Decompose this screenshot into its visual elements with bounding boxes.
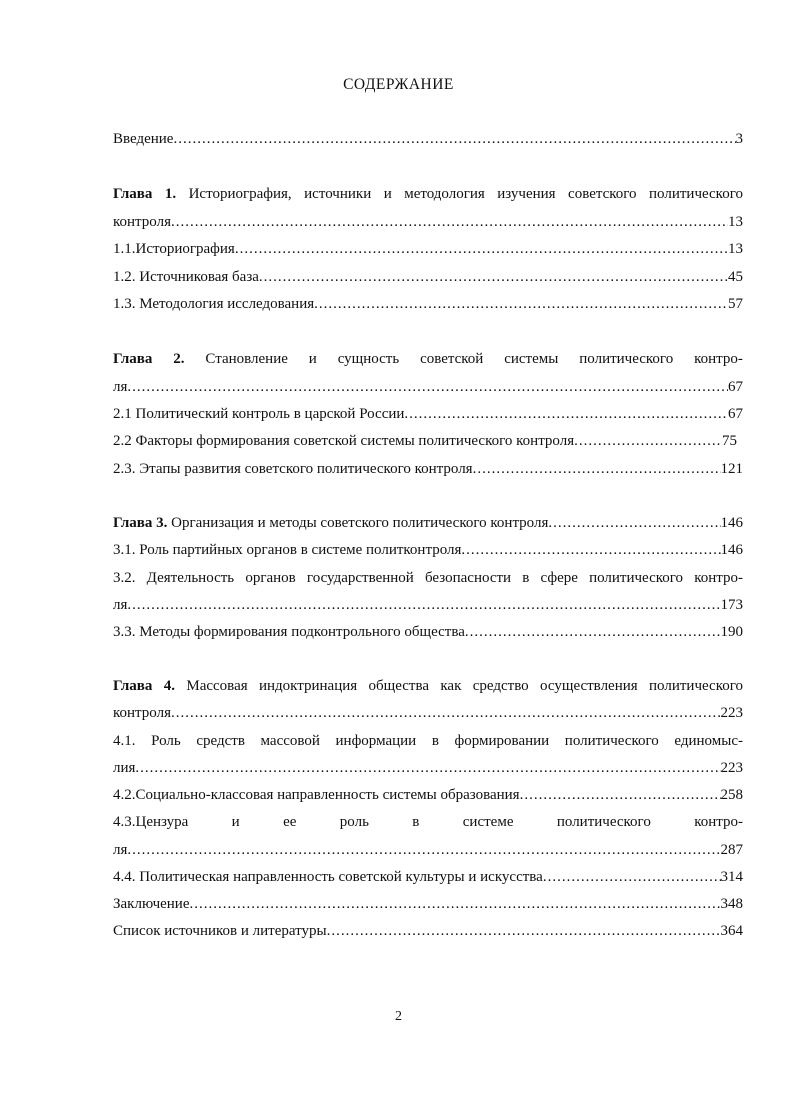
dot-leader: [465, 621, 721, 643]
dot-leader: [327, 920, 721, 942]
toc-entry-4-3[interactable]: [113, 811, 743, 833]
toc-entry-label: 2.3. Этапы развития советского политического контроля: [113, 461, 473, 477]
toc-entry-4-2[interactable]: [113, 784, 743, 806]
toc-entry-label: Введение: [113, 131, 174, 147]
chapter-word: контро-: [694, 351, 743, 367]
entry-word: контро-: [694, 814, 743, 830]
toc-entry-label: 2.1 Политический контроль в царской России: [113, 406, 405, 422]
toc-entry-label: лия: [113, 760, 136, 776]
toc-entry-introduction[interactable]: [113, 128, 743, 150]
toc-entry-3-2-continuation[interactable]: [113, 594, 743, 616]
toc-entry-label: 3.2. Деятельность органов государственной безопасности в сфере политического контро-: [113, 570, 743, 586]
toc-page-number: 45: [728, 269, 743, 285]
toc-entry-label: ля: [113, 379, 128, 395]
toc-page-number: 223: [720, 705, 743, 721]
dot-leader: [173, 128, 735, 150]
entry-word: системе: [462, 814, 514, 830]
dot-leader: [171, 211, 728, 233]
page-number: 2: [395, 1009, 402, 1024]
toc-entry-4-1[interactable]: [113, 730, 743, 752]
dot-leader: [548, 512, 720, 534]
toc-page-number: 190: [720, 624, 743, 640]
toc-page-number: 223: [720, 760, 743, 776]
toc-entry-label: 1.1.Историография: [113, 241, 235, 257]
dot-leader: [127, 594, 720, 616]
chapter-word: Становление: [205, 351, 288, 367]
toc-entry-3-1[interactable]: [113, 539, 743, 561]
chapter-word: Глава: [113, 351, 153, 367]
toc-page-number: 3: [735, 131, 743, 147]
dot-leader: [190, 893, 721, 915]
toc-entry-3-3[interactable]: [113, 621, 743, 643]
entry-word: 4.3.Цензура: [113, 814, 189, 830]
toc-entry-2-1[interactable]: [113, 403, 743, 425]
dot-leader: [404, 403, 728, 425]
dot-leader: [135, 757, 720, 779]
chapter-word: политического: [579, 351, 674, 367]
chapter-word: сущность: [337, 351, 400, 367]
chapter-label: Глава 1.: [113, 186, 177, 202]
entry-word: и: [231, 814, 240, 830]
dot-leader: [259, 266, 728, 288]
toc-page-number: 75: [722, 433, 737, 449]
toc-entry-label: контроля: [113, 214, 171, 230]
toc-entry-3-2[interactable]: [113, 567, 743, 589]
toc-page-number: 121: [720, 461, 743, 477]
toc-entry-label: 3.3. Методы формирования подконтрольного общества: [113, 624, 465, 640]
dot-leader: [574, 430, 722, 452]
dot-leader: [473, 458, 721, 480]
toc-page-number: 348: [720, 896, 743, 912]
toc-page-number: 13: [728, 241, 743, 257]
toc-entry-1-2[interactable]: [113, 266, 743, 288]
toc-page-number: 67: [728, 379, 743, 395]
toc-entry-label: 4.4. Политическая направленность советской культуры и искусства: [113, 869, 543, 885]
toc-entry-label: Список источников и литературы: [113, 923, 327, 939]
toc-entry-conclusion[interactable]: [113, 893, 743, 915]
toc-page-number: 67: [728, 406, 743, 422]
toc-page-number: 287: [720, 842, 743, 858]
toc-page-number: 258: [720, 787, 743, 803]
toc-chapter-2-continuation[interactable]: [113, 376, 743, 398]
dot-leader: [461, 539, 720, 561]
dot-leader: [127, 839, 720, 861]
chapter-label: Глава 3.: [113, 515, 168, 531]
chapter-word: системы: [504, 351, 559, 367]
dot-leader: [171, 702, 721, 724]
dot-leader: [127, 376, 728, 398]
chapter-title: Массовая индоктринация общества как средство осуществления политического: [175, 678, 743, 694]
toc-chapter-1-heading[interactable]: [113, 183, 743, 205]
chapter-title: Организация и методы советского политического контроля: [167, 515, 549, 531]
toc-page-number: 13: [728, 214, 743, 230]
toc-entry-label: 2.2 Факторы формирования советской системы политического контроля: [113, 433, 575, 449]
toc-entry-4-4[interactable]: [113, 866, 743, 888]
toc-entry-label: 1.3. Методология исследования: [113, 296, 315, 312]
toc-entry-label: 4.1. Роль средств массовой информации в формировании политического единомыс-: [113, 733, 743, 749]
toc-entry-4-3-continuation[interactable]: [113, 839, 743, 861]
toc-entry-label: 3.1. Роль партийных органов в системе политконтроля: [113, 542, 462, 558]
toc-entry-1-3[interactable]: [113, 293, 743, 315]
toc-page-number: 173: [720, 597, 743, 613]
entry-word: ее: [283, 814, 297, 830]
toc-entry-1-1[interactable]: [113, 238, 743, 260]
chapter-word: 2.: [173, 351, 185, 367]
toc-entry-2-3[interactable]: [113, 458, 743, 480]
toc-entry-sources[interactable]: [113, 920, 743, 942]
page-title: СОДЕРЖАНИЕ: [343, 76, 454, 93]
toc-page-number: 364: [720, 923, 743, 939]
chapter-word: и: [308, 351, 317, 367]
toc-entry-label: 1.2. Источниковая база: [113, 269, 259, 285]
toc-entry-label: ля: [113, 842, 128, 858]
chapter-word: советской: [420, 351, 484, 367]
toc-entry-4-1-continuation[interactable]: [113, 757, 743, 779]
toc-entry-label: [113, 512, 548, 534]
toc-chapter-4-continuation[interactable]: [113, 702, 743, 724]
entry-word: в: [412, 814, 420, 830]
toc-entry-2-2[interactable]: [113, 430, 737, 452]
toc-page-number: 146: [720, 542, 743, 558]
toc-chapter-4-heading[interactable]: [113, 675, 743, 697]
toc-entry-label: Заключение: [113, 896, 190, 912]
dot-leader: [235, 238, 728, 260]
toc-page-number: 314: [720, 869, 743, 885]
chapter-label: Глава 4.: [113, 678, 175, 694]
toc-entry-label: 4.2.Социально-классовая направленность системы образования: [113, 787, 520, 803]
dot-leader: [520, 784, 721, 806]
dot-leader: [314, 293, 728, 315]
chapter-title: Историография, источники и методология изучения советского политического: [176, 186, 743, 202]
entry-word: политического: [556, 814, 651, 830]
toc-chapter-3-heading[interactable]: [113, 512, 743, 534]
entry-word: роль: [339, 814, 369, 830]
toc-page-number: 57: [728, 296, 743, 312]
toc-page-number: 146: [720, 515, 743, 531]
toc-entry-label: ля: [113, 597, 128, 613]
toc-chapter-2-heading[interactable]: [113, 348, 743, 370]
toc-entry-label: контроля: [113, 705, 171, 721]
dot-leader: [543, 866, 721, 888]
toc-chapter-1-continuation[interactable]: [113, 211, 743, 233]
